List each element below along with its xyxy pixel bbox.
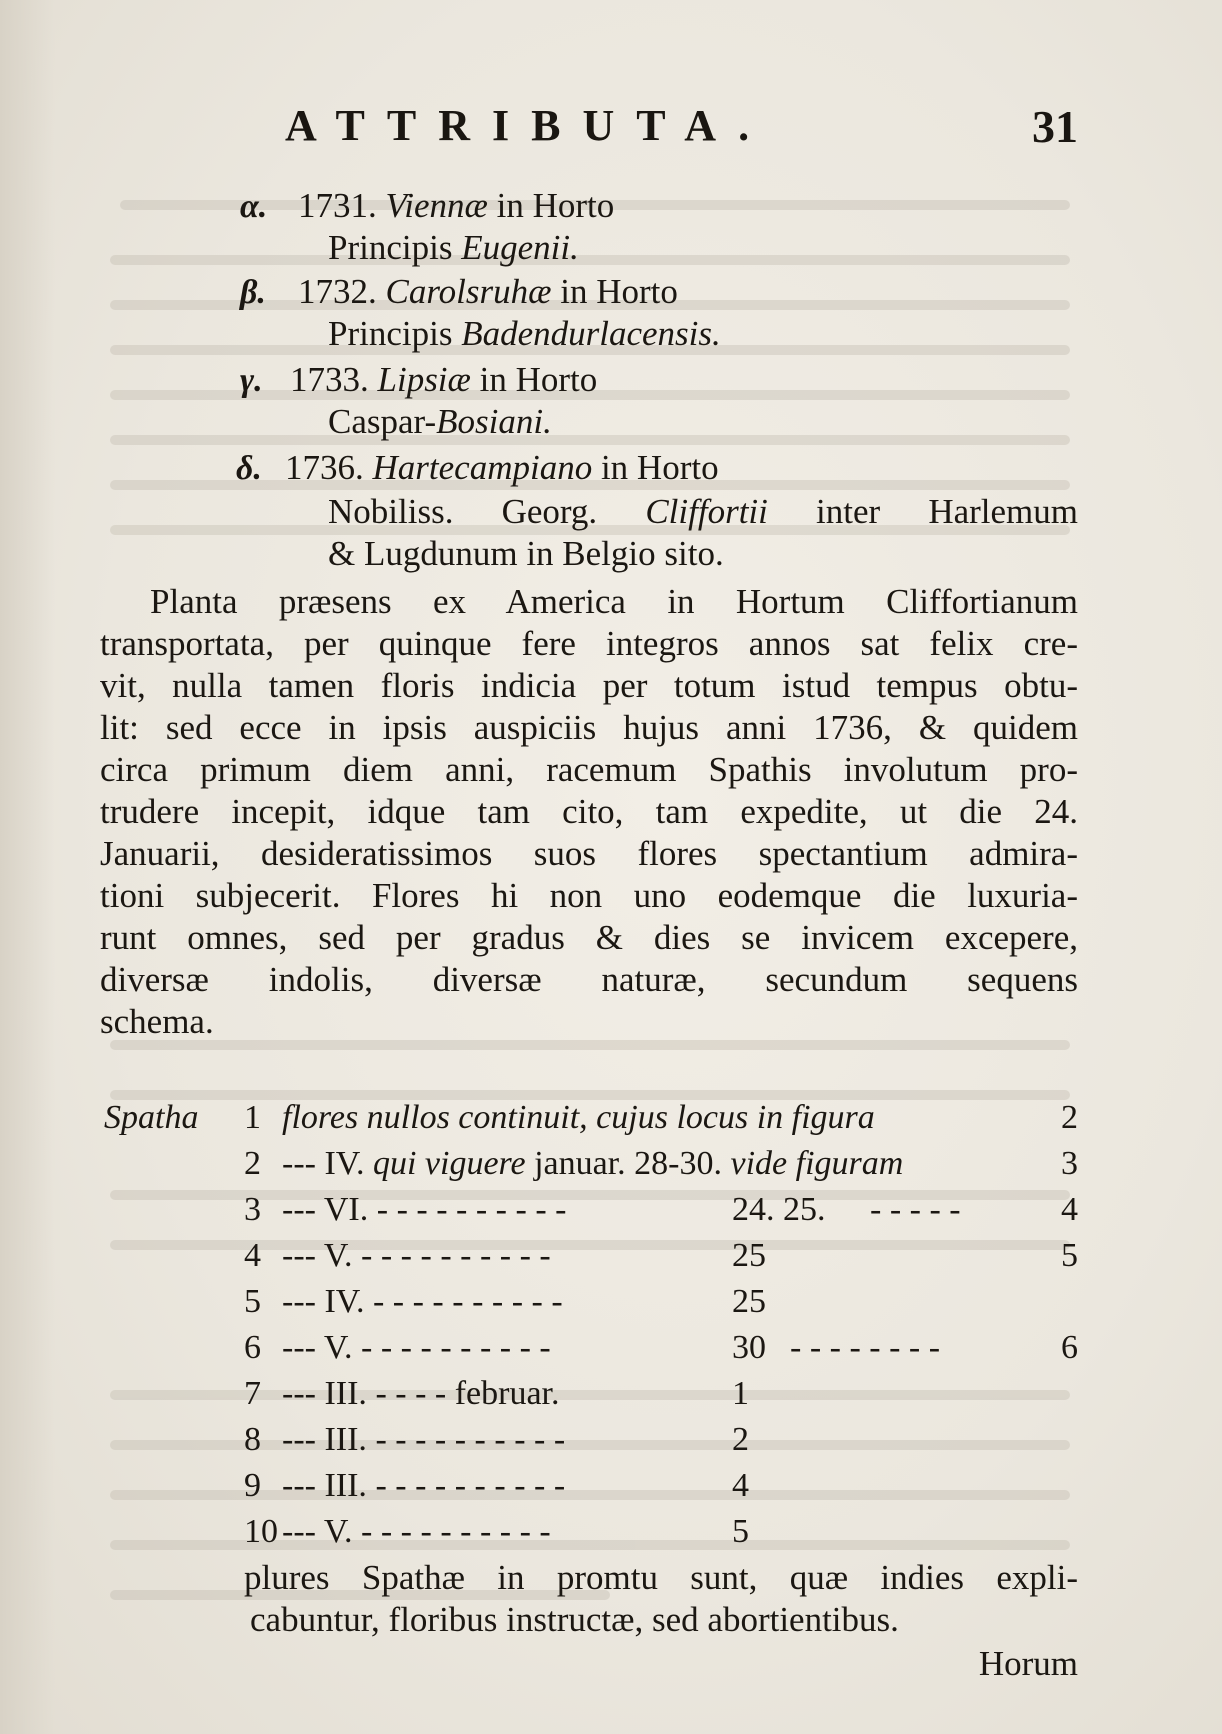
table-row-note: qui viguere xyxy=(372,1145,526,1182)
table-row-roman: V. xyxy=(323,1513,353,1550)
entry-marker: δ. xyxy=(236,450,262,487)
table-row-figure: 2 xyxy=(1061,1099,1078,1136)
table-row-roman: IV. xyxy=(324,1145,365,1182)
table-row-number: 5 xyxy=(244,1283,261,1320)
table-row-number: 1 xyxy=(244,1099,261,1136)
table-row-number: 6 xyxy=(244,1329,261,1366)
table-row-leader: - - - - - - - - - - xyxy=(372,1283,563,1320)
entry-marker: β. xyxy=(240,274,266,311)
entry-rest: in Horto xyxy=(470,360,598,399)
table-row-text: flores nullos continuit, cujus locus in figura xyxy=(282,1099,875,1136)
table-row-dashes: --- xyxy=(282,1375,316,1412)
entry-patron: Principis xyxy=(328,228,462,267)
table-row-month: februar. xyxy=(454,1375,560,1412)
table-row-dashes: --- xyxy=(282,1191,316,1228)
entry-patron: Principis xyxy=(328,314,462,353)
table-row-leader: - - - - - - - - - - xyxy=(361,1513,551,1550)
table-row-number: 8 xyxy=(244,1421,261,1458)
paragraph-line: schema. xyxy=(100,1002,214,1041)
table-row-figure: 4 xyxy=(1061,1191,1078,1228)
table-row-dashes: --- xyxy=(282,1237,316,1274)
paragraph-line: Planta præsens ex America in Hortum Cliffortianum xyxy=(150,582,1078,621)
table-row-number: 3 xyxy=(244,1191,261,1228)
table-row-leader: - - - - - - - - - - xyxy=(375,1467,566,1504)
running-head-title: ATTRIBUTA. xyxy=(285,101,772,150)
table-row-roman: IV. xyxy=(324,1283,365,1320)
entry-place: Lipsiæ xyxy=(377,360,471,399)
entry-year: 1732. xyxy=(298,272,377,311)
table-row-day: 5 xyxy=(732,1513,749,1550)
entry-line xyxy=(290,360,597,400)
table-row-figure: 5 xyxy=(1061,1237,1078,1274)
table-row-leader: - - - - - - - - - - xyxy=(361,1237,551,1274)
table-row-text xyxy=(282,1466,565,1506)
table-row-dashes: --- xyxy=(282,1283,316,1320)
entry-line-2 xyxy=(328,228,579,268)
table-row-figure: 6 xyxy=(1061,1329,1078,1366)
entry-line-2 xyxy=(328,492,1078,532)
entry-patron: Nobiliss. Georg. xyxy=(328,492,646,531)
table-row-day: 25 xyxy=(732,1283,766,1320)
table-row-text xyxy=(282,1328,551,1368)
entry-year: 1731. xyxy=(298,186,377,225)
paragraph-line: trudere incepit, idque tam cito, tam expedite, ut die 24. xyxy=(100,792,1078,831)
table-row-leader: - - - - - - - - - - xyxy=(361,1329,551,1366)
entry-line xyxy=(298,272,678,312)
table-row-number: 9 xyxy=(244,1467,261,1504)
table-row-number: 7 xyxy=(244,1375,261,1412)
page-edge-shadow xyxy=(0,0,55,1734)
entry-patron: Caspar- xyxy=(328,402,437,441)
table-row-text xyxy=(282,1236,551,1276)
table-row-dashes: --- xyxy=(282,1145,316,1182)
table-row-text xyxy=(282,1190,566,1230)
entry-rest: in Horto xyxy=(592,448,719,487)
entry-year: 1733. xyxy=(290,360,369,399)
entry-marker: α. xyxy=(240,188,268,225)
entry-patron-name: Eugenii. xyxy=(461,228,579,267)
entry-year: 1736. xyxy=(285,448,364,487)
entry-place: Viennæ xyxy=(385,186,488,225)
table-row-leader: - - - - xyxy=(375,1375,447,1412)
entry-patron-name: Cliffortii xyxy=(645,492,768,531)
table-row-day: 4 xyxy=(732,1467,749,1504)
table-row-roman: VI. xyxy=(323,1191,369,1228)
table-row-day: 24. 25. xyxy=(732,1191,826,1228)
table-row-day: 25 xyxy=(732,1237,766,1274)
entry-patron-name: Bosiani. xyxy=(436,402,552,441)
entry-line-2 xyxy=(328,314,721,354)
table-row-roman: V. xyxy=(323,1237,353,1274)
table-row-trail: - - - - - - - - xyxy=(790,1329,941,1366)
table-row-number: 2 xyxy=(244,1145,261,1182)
closing-line: cabuntur, floribus instructæ, sed abortientibus. xyxy=(250,1600,899,1639)
table-label: Spatha xyxy=(104,1099,199,1136)
table-row-text xyxy=(282,1144,903,1184)
paragraph-line: Januarii, desideratissimos suos flores spectantium admira- xyxy=(100,834,1078,873)
table-row-number: 4 xyxy=(244,1237,261,1274)
entry-line-3: & Lugdunum in Belgio sito. xyxy=(328,534,724,573)
entry-line xyxy=(285,448,719,488)
paragraph-line: circa primum diem anni, racemum Spathis involutum pro- xyxy=(100,750,1078,789)
table-row-roman: III. xyxy=(324,1467,367,1504)
entry-marker: γ. xyxy=(240,362,263,399)
table-row-ref: vide figuram xyxy=(730,1145,904,1182)
paragraph-line: tioni subjecerit. Flores hi non uno eodemque die luxuria- xyxy=(100,876,1078,915)
entry-line xyxy=(298,186,614,226)
closing-line: plures Spathæ in promtu sunt, quæ indies expli- xyxy=(244,1558,1078,1597)
table-row-roman: III. xyxy=(324,1375,367,1412)
table-row-roman: III. xyxy=(324,1421,367,1458)
entry-patron-name: Badendurlacensis. xyxy=(461,314,721,353)
paragraph-line: lit: sed ecce in ipsis auspiciis hujus anni 1736, & quidem xyxy=(100,708,1078,747)
table-row-leader: - - - - - - - - - - xyxy=(376,1191,567,1228)
page-number: 31 xyxy=(1032,101,1078,152)
table-row-dashes: --- xyxy=(282,1421,316,1458)
table-row-text xyxy=(282,1282,563,1322)
entry-rest: in Horto xyxy=(551,272,678,311)
entry-location: inter Harlemum xyxy=(767,492,1078,531)
catchword: Horum xyxy=(978,1644,1078,1683)
paragraph-line: diversæ indolis, diversæ naturæ, secundum sequens xyxy=(100,960,1078,999)
table-row-number: 10 xyxy=(244,1513,278,1550)
table-row-leader: - - - - - - - - - - xyxy=(375,1421,566,1458)
table-row-day: 1 xyxy=(732,1375,749,1412)
table-row-text xyxy=(282,1512,551,1552)
paragraph-line: vit, nulla tamen floris indicia per totum istud tempus obtu- xyxy=(100,666,1078,705)
table-row-dashes: --- xyxy=(282,1513,316,1550)
table-row-roman: V. xyxy=(323,1329,353,1366)
table-row-trail: - - - - - xyxy=(870,1191,961,1228)
entry-place: Hartecampiano xyxy=(372,448,593,487)
entry-place: Carolsruhæ xyxy=(385,272,552,311)
entry-line-2 xyxy=(328,402,552,442)
table-row-text xyxy=(282,1374,560,1414)
table-row-dashes: --- xyxy=(282,1467,316,1504)
table-row-dashes: --- xyxy=(282,1329,316,1366)
table-row-text xyxy=(282,1420,565,1460)
table-row-day: 2 xyxy=(732,1421,749,1458)
table-row-dates: januar. 28-30. xyxy=(525,1145,731,1182)
table-row-day: 30 xyxy=(732,1329,766,1366)
entry-rest: in Horto xyxy=(487,186,615,225)
paragraph-line: runt omnes, sed per gradus & dies se invicem excepere, xyxy=(100,918,1078,957)
table-row-figure: 3 xyxy=(1061,1145,1078,1182)
paragraph-line: transportata, per quinque fere integros annos sat felix cre- xyxy=(100,624,1078,663)
